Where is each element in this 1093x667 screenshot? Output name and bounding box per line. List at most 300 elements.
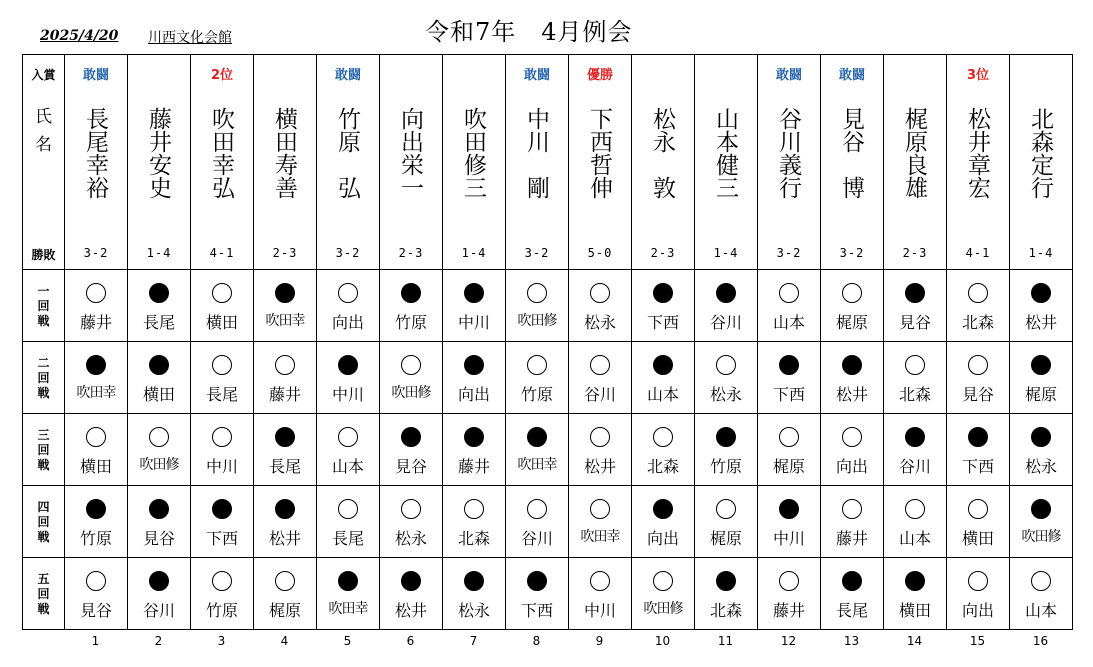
loss-circle-icon xyxy=(842,571,862,591)
win-loss-record: 2-3 xyxy=(902,246,928,260)
player-number: 3 xyxy=(217,634,226,648)
match-cell xyxy=(1010,414,1073,486)
opponent-name: 谷川 xyxy=(583,385,616,404)
opponent-name: 横田 xyxy=(961,529,994,548)
match-cell xyxy=(317,414,380,486)
player-number: 16 xyxy=(1032,634,1049,648)
match-cell xyxy=(506,558,569,630)
player-number: 8 xyxy=(532,634,541,648)
loss-circle-icon xyxy=(779,499,799,519)
match-cell xyxy=(758,342,821,414)
match-cell xyxy=(191,414,254,486)
opponent-name: 見谷 xyxy=(898,313,931,332)
win-circle-icon xyxy=(86,427,106,447)
match-cell xyxy=(65,342,128,414)
win-loss-record: 1-4 xyxy=(713,246,739,260)
opponent-name: 松永 xyxy=(709,385,742,404)
opponent-name: 藤井 xyxy=(79,313,112,332)
player-number: 6 xyxy=(406,634,415,648)
win-circle-icon xyxy=(464,499,484,519)
win-circle-icon xyxy=(716,499,736,519)
match-cell xyxy=(506,414,569,486)
opponent-name: 長尾 xyxy=(205,385,238,404)
player-number: 1 xyxy=(91,634,100,648)
player-number: 7 xyxy=(469,634,478,648)
match-cell xyxy=(128,414,191,486)
loss-circle-icon xyxy=(338,571,358,591)
player-number: 12 xyxy=(780,634,797,648)
match-cell xyxy=(317,486,380,558)
opponent-name: 松井 xyxy=(394,601,427,620)
match-cell xyxy=(632,342,695,414)
match-cell xyxy=(884,486,947,558)
match-cell xyxy=(821,558,884,630)
win-circle-icon xyxy=(212,355,232,375)
match-cell xyxy=(65,270,128,342)
opponent-name: 中川 xyxy=(457,313,490,332)
win-loss-record: 3-2 xyxy=(839,246,865,260)
loss-circle-icon xyxy=(149,355,169,375)
win-circle-icon xyxy=(527,499,547,519)
match-cell xyxy=(191,270,254,342)
opponent-name: 向出 xyxy=(835,457,868,476)
match-cell xyxy=(128,342,191,414)
opponent-name: 向出 xyxy=(961,601,994,620)
match-cell xyxy=(1010,270,1073,342)
player-number: 15 xyxy=(969,634,986,648)
opponent-name: 長尾 xyxy=(331,529,364,548)
loss-circle-icon xyxy=(401,427,421,447)
opponent-name: 横田 xyxy=(142,385,175,404)
award-badge: 敢闘 xyxy=(82,68,109,83)
win-circle-icon xyxy=(590,427,610,447)
opponent-name: 吹田修 xyxy=(139,457,179,473)
score-label: 勝敗 xyxy=(31,248,56,262)
player-number: 5 xyxy=(343,634,352,648)
match-cell xyxy=(569,486,632,558)
match-cell xyxy=(695,270,758,342)
player-name: 梶原良雄 xyxy=(901,107,927,199)
win-circle-icon xyxy=(149,427,169,447)
opponent-name: 竹原 xyxy=(79,529,112,548)
opponent-name: 北森 xyxy=(457,529,490,548)
loss-circle-icon xyxy=(1031,499,1051,519)
match-cell xyxy=(443,270,506,342)
win-loss-record: 1-4 xyxy=(1028,246,1054,260)
player-number: 9 xyxy=(595,634,604,648)
win-circle-icon xyxy=(590,571,610,591)
win-circle-icon xyxy=(842,283,862,303)
win-circle-icon xyxy=(590,355,610,375)
loss-circle-icon xyxy=(905,571,925,591)
match-cell xyxy=(884,558,947,630)
loss-circle-icon xyxy=(527,571,547,591)
player-name: 藤井安史 xyxy=(145,107,171,199)
round-label-cell xyxy=(23,486,65,558)
player-name: 吹田幸弘 xyxy=(208,107,234,199)
loss-circle-icon xyxy=(401,571,421,591)
win-circle-icon xyxy=(779,283,799,303)
win-loss-record: 4-1 xyxy=(965,246,991,260)
player-name: 山本健三 xyxy=(712,107,738,199)
match-cell xyxy=(632,270,695,342)
match-cell xyxy=(758,414,821,486)
award-badge: 敢闘 xyxy=(838,68,865,83)
win-circle-icon xyxy=(590,499,610,519)
round-label: 三回戦 xyxy=(37,428,50,472)
player-name: 中川 剛 xyxy=(523,107,549,199)
player-name: 吹田修三 xyxy=(460,107,486,199)
match-cell xyxy=(695,486,758,558)
opponent-name: 下西 xyxy=(646,313,679,332)
player-name: 谷川義行 xyxy=(775,107,801,199)
round-row xyxy=(23,414,1073,486)
player-header-cell xyxy=(632,55,695,270)
opponent-name: 松永 xyxy=(457,601,490,620)
opponent-name: 山本 xyxy=(1024,601,1057,620)
award-badge: 優勝 xyxy=(586,68,613,83)
round-row xyxy=(23,486,1073,558)
match-cell xyxy=(254,270,317,342)
match-cell xyxy=(947,486,1010,558)
match-cell xyxy=(380,414,443,486)
match-cell xyxy=(65,414,128,486)
opponent-name: 松永 xyxy=(583,313,616,332)
match-cell xyxy=(947,270,1010,342)
win-circle-icon xyxy=(968,499,988,519)
opponent-name: 長尾 xyxy=(835,601,868,620)
award-badge: 敢闘 xyxy=(334,68,361,83)
loss-circle-icon xyxy=(212,499,232,519)
player-header-cell xyxy=(128,55,191,270)
match-cell xyxy=(443,558,506,630)
round-label: 二回戦 xyxy=(37,356,50,400)
round-label: 一回戦 xyxy=(37,284,50,328)
opponent-name: 横田 xyxy=(898,601,931,620)
opponent-name: 吹田幸 xyxy=(517,457,557,473)
opponent-name: 下西 xyxy=(961,457,994,476)
match-cell xyxy=(947,342,1010,414)
opponent-name: 山本 xyxy=(331,457,364,476)
win-circle-icon xyxy=(968,355,988,375)
win-circle-icon xyxy=(338,499,358,519)
win-circle-icon xyxy=(653,571,673,591)
match-cell xyxy=(443,342,506,414)
win-loss-record: 3-2 xyxy=(524,246,550,260)
win-loss-record: 5-0 xyxy=(587,246,613,260)
match-cell xyxy=(821,270,884,342)
match-cell xyxy=(254,558,317,630)
win-circle-icon xyxy=(527,283,547,303)
opponent-name: 梶原 xyxy=(268,601,301,620)
loss-circle-icon xyxy=(86,355,106,375)
match-cell xyxy=(506,486,569,558)
player-header-cell xyxy=(443,55,506,270)
player-header-cell xyxy=(1010,55,1073,270)
loss-circle-icon xyxy=(464,355,484,375)
player-number: 2 xyxy=(154,634,163,648)
match-cell xyxy=(506,342,569,414)
match-cell xyxy=(884,342,947,414)
win-circle-icon xyxy=(527,355,547,375)
opponent-name: 長尾 xyxy=(142,313,175,332)
player-header-cell xyxy=(884,55,947,270)
win-circle-icon xyxy=(905,499,925,519)
match-cell xyxy=(1010,558,1073,630)
match-cell xyxy=(569,558,632,630)
match-cell xyxy=(821,486,884,558)
player-number: 14 xyxy=(906,634,923,648)
match-cell xyxy=(65,558,128,630)
loss-circle-icon xyxy=(149,499,169,519)
opponent-name: 松井 xyxy=(835,385,868,404)
award-badge: 敢闘 xyxy=(523,68,550,83)
opponent-name: 竹原 xyxy=(394,313,427,332)
opponent-name: 藤井 xyxy=(268,385,301,404)
opponent-name: 竹原 xyxy=(520,385,553,404)
opponent-name: 山本 xyxy=(772,313,805,332)
win-loss-record: 4-1 xyxy=(209,246,235,260)
match-cell xyxy=(947,414,1010,486)
win-circle-icon xyxy=(401,499,421,519)
loss-circle-icon xyxy=(653,499,673,519)
opponent-name: 谷川 xyxy=(520,529,553,548)
opponent-name: 梶原 xyxy=(1024,385,1057,404)
player-header-cell xyxy=(758,55,821,270)
match-cell xyxy=(254,486,317,558)
player-header-cell xyxy=(65,55,128,270)
opponent-name: 見谷 xyxy=(142,529,175,548)
player-header-cell xyxy=(380,55,443,270)
player-header-cell xyxy=(821,55,884,270)
player-header-cell xyxy=(191,55,254,270)
opponent-name: 松井 xyxy=(583,457,616,476)
loss-circle-icon xyxy=(149,571,169,591)
win-loss-record: 3-2 xyxy=(83,246,109,260)
player-header-cell xyxy=(947,55,1010,270)
win-circle-icon xyxy=(779,427,799,447)
win-circle-icon xyxy=(779,571,799,591)
name-label: 氏 名 xyxy=(35,107,52,155)
win-circle-icon xyxy=(968,283,988,303)
opponent-name: 竹原 xyxy=(709,457,742,476)
match-cell xyxy=(632,486,695,558)
opponent-name: 吹田幸 xyxy=(265,313,305,329)
win-circle-icon xyxy=(842,427,862,447)
win-circle-icon xyxy=(1031,571,1051,591)
match-cell xyxy=(317,558,380,630)
opponent-name: 下西 xyxy=(520,601,553,620)
opponent-name: 藤井 xyxy=(835,529,868,548)
loss-circle-icon xyxy=(527,427,547,447)
win-circle-icon xyxy=(338,427,358,447)
loss-circle-icon xyxy=(1031,355,1051,375)
player-name: 横田寿善 xyxy=(271,107,297,199)
match-cell xyxy=(758,558,821,630)
opponent-name: 長尾 xyxy=(268,457,301,476)
opponent-name: 山本 xyxy=(646,385,679,404)
opponent-name: 中川 xyxy=(583,601,616,620)
opponent-name: 梶原 xyxy=(709,529,742,548)
win-circle-icon xyxy=(842,499,862,519)
round-label-cell xyxy=(23,270,65,342)
opponent-name: 谷川 xyxy=(709,313,742,332)
opponent-name: 北森 xyxy=(646,457,679,476)
award-badge: 敢闘 xyxy=(775,68,802,83)
win-circle-icon xyxy=(401,355,421,375)
round-row xyxy=(23,558,1073,630)
opponent-name: 谷川 xyxy=(142,601,175,620)
opponent-name: 横田 xyxy=(205,313,238,332)
opponent-name: 北森 xyxy=(709,601,742,620)
match-cell xyxy=(569,414,632,486)
results-table xyxy=(22,54,1073,630)
win-circle-icon xyxy=(212,283,232,303)
opponent-name: 中川 xyxy=(772,529,805,548)
match-cell xyxy=(947,558,1010,630)
opponent-name: 竹原 xyxy=(205,601,238,620)
loss-circle-icon xyxy=(1031,427,1051,447)
player-header-cell xyxy=(317,55,380,270)
match-cell xyxy=(65,486,128,558)
opponent-name: 吹田幸 xyxy=(580,529,620,545)
player-number: 10 xyxy=(654,634,671,648)
event-date: 2025/4/20 xyxy=(40,28,119,44)
loss-circle-icon xyxy=(275,499,295,519)
page-title: 令和7年 4月例会 xyxy=(425,18,633,46)
match-cell xyxy=(128,558,191,630)
opponent-name: 向出 xyxy=(457,385,490,404)
opponent-name: 松井 xyxy=(1024,313,1057,332)
win-loss-record: 1-4 xyxy=(146,246,172,260)
opponent-name: 北森 xyxy=(961,313,994,332)
award-badge: 2位 xyxy=(210,68,234,83)
match-cell xyxy=(380,270,443,342)
opponent-name: 吹田修 xyxy=(391,385,431,401)
opponent-name: 向出 xyxy=(646,529,679,548)
win-loss-record: 2-3 xyxy=(650,246,676,260)
round-label-cell xyxy=(23,558,65,630)
win-circle-icon xyxy=(590,283,610,303)
opponent-name: 松永 xyxy=(394,529,427,548)
loss-circle-icon xyxy=(275,283,295,303)
win-circle-icon xyxy=(905,355,925,375)
opponent-name: 見谷 xyxy=(394,457,427,476)
opponent-name: 吹田修 xyxy=(1021,529,1061,545)
loss-circle-icon xyxy=(842,355,862,375)
match-cell xyxy=(884,270,947,342)
opponent-name: 横田 xyxy=(79,457,112,476)
opponent-name: 向出 xyxy=(331,313,364,332)
win-circle-icon xyxy=(275,355,295,375)
opponent-name: 見谷 xyxy=(961,385,994,404)
loss-circle-icon xyxy=(653,283,673,303)
player-header-cell xyxy=(506,55,569,270)
opponent-name: 梶原 xyxy=(835,313,868,332)
win-circle-icon xyxy=(86,571,106,591)
match-cell xyxy=(695,342,758,414)
opponent-name: 吹田幸 xyxy=(76,385,116,401)
round-row xyxy=(23,342,1073,414)
match-cell xyxy=(569,342,632,414)
player-header-cell xyxy=(695,55,758,270)
loss-circle-icon xyxy=(653,355,673,375)
loss-circle-icon xyxy=(779,355,799,375)
round-label: 五回戦 xyxy=(37,572,50,616)
opponent-name: 北森 xyxy=(898,385,931,404)
win-circle-icon xyxy=(275,571,295,591)
match-cell xyxy=(380,558,443,630)
opponent-name: 吹田幸 xyxy=(328,601,368,617)
win-circle-icon xyxy=(968,571,988,591)
player-number: 4 xyxy=(280,634,289,648)
match-cell xyxy=(506,270,569,342)
win-circle-icon xyxy=(653,427,673,447)
player-header-row xyxy=(23,55,1073,270)
event-venue: 川西文化会館 xyxy=(148,30,232,46)
loss-circle-icon xyxy=(905,283,925,303)
player-number: 11 xyxy=(717,634,734,648)
round-label-cell xyxy=(23,414,65,486)
loss-circle-icon xyxy=(338,355,358,375)
match-cell xyxy=(1010,486,1073,558)
player-name: 下西哲伸 xyxy=(586,107,612,199)
round-label: 四回戦 xyxy=(37,500,50,544)
match-cell xyxy=(191,486,254,558)
player-number-row xyxy=(22,634,1072,654)
opponent-name: 吹田修 xyxy=(643,601,683,617)
loss-circle-icon xyxy=(716,571,736,591)
opponent-name: 中川 xyxy=(205,457,238,476)
loss-circle-icon xyxy=(149,283,169,303)
match-cell xyxy=(191,342,254,414)
loss-circle-icon xyxy=(464,427,484,447)
loss-circle-icon xyxy=(968,427,988,447)
match-cell xyxy=(632,558,695,630)
player-name: 松井章宏 xyxy=(964,107,990,199)
match-cell xyxy=(443,414,506,486)
award-badge: 3位 xyxy=(966,68,990,83)
player-name: 北森定行 xyxy=(1027,107,1053,199)
win-loss-record: 2-3 xyxy=(398,246,424,260)
win-loss-record: 3-2 xyxy=(776,246,802,260)
loss-circle-icon xyxy=(905,427,925,447)
opponent-name: 下西 xyxy=(772,385,805,404)
win-circle-icon xyxy=(86,283,106,303)
win-circle-icon xyxy=(212,571,232,591)
opponent-name: 梶原 xyxy=(772,457,805,476)
opponent-name: 藤井 xyxy=(457,457,490,476)
player-name: 竹原 弘 xyxy=(334,107,360,199)
player-name: 長尾幸裕 xyxy=(82,107,108,199)
row-label-cell xyxy=(23,55,65,270)
player-name: 松永 敦 xyxy=(649,107,675,199)
match-cell xyxy=(695,558,758,630)
loss-circle-icon xyxy=(1031,283,1051,303)
match-cell xyxy=(569,270,632,342)
match-cell xyxy=(821,342,884,414)
round-label-cell xyxy=(23,342,65,414)
loss-circle-icon xyxy=(464,283,484,303)
match-cell xyxy=(443,486,506,558)
opponent-name: 山本 xyxy=(898,529,931,548)
opponent-name: 松永 xyxy=(1024,457,1057,476)
win-circle-icon xyxy=(338,283,358,303)
match-cell xyxy=(758,270,821,342)
match-cell xyxy=(1010,342,1073,414)
win-circle-icon xyxy=(212,427,232,447)
match-cell xyxy=(128,486,191,558)
